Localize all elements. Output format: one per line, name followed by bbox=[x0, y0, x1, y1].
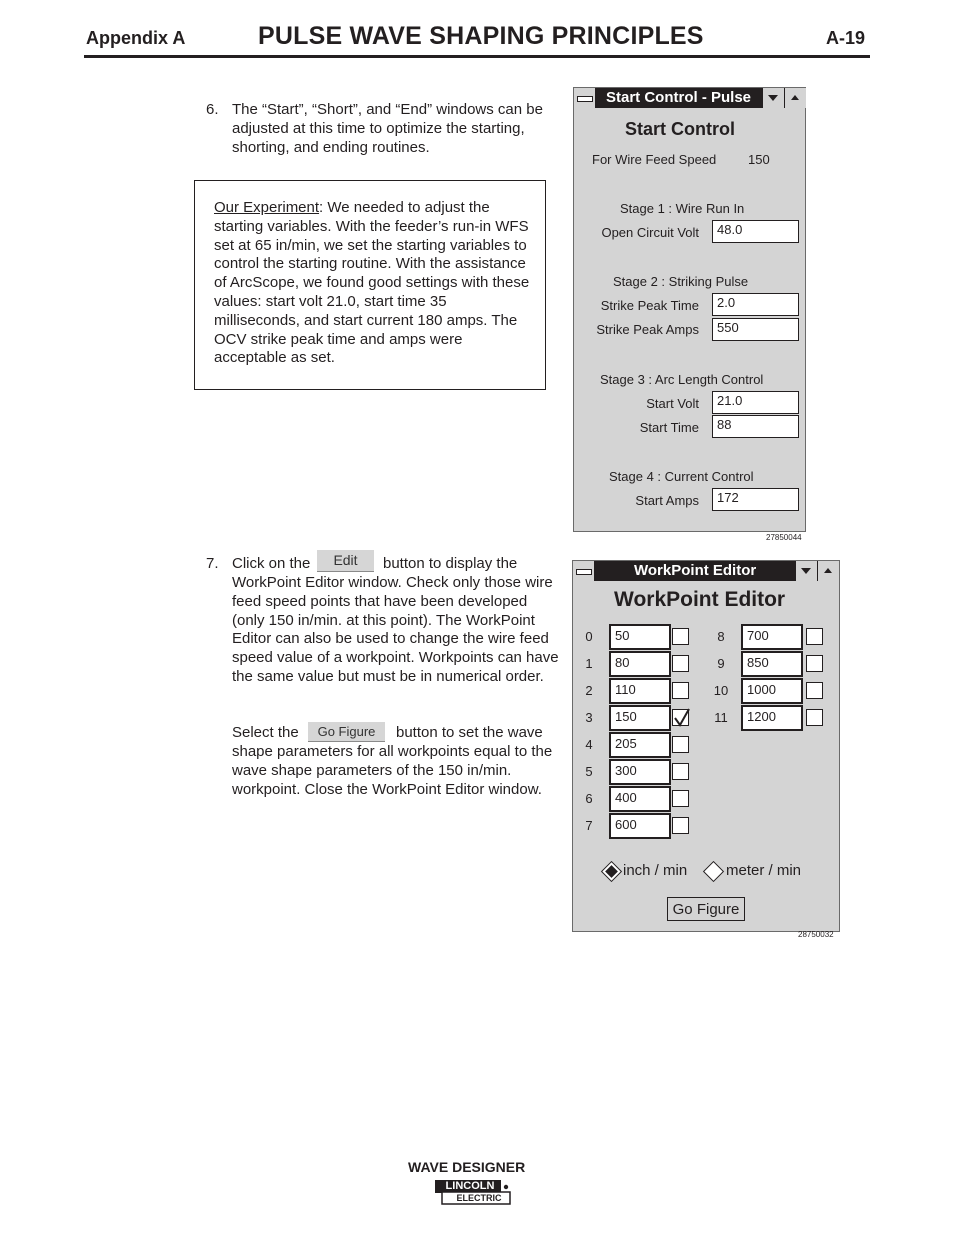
start-control-titlebar[interactable] bbox=[574, 88, 805, 108]
meter-per-min-radio[interactable] bbox=[703, 861, 724, 882]
workpoint-value-field[interactable]: 1200 bbox=[741, 705, 803, 731]
stage-2-heading: Stage 2 : Striking Pulse bbox=[613, 274, 749, 289]
window-menu-icon[interactable] bbox=[574, 88, 596, 108]
ocv-field[interactable]: 48.0 bbox=[712, 220, 799, 243]
logo-top-text: LINCOLN bbox=[445, 1180, 495, 1192]
workpoint-value-field[interactable]: 400 bbox=[609, 786, 671, 812]
step-6-number: 6. bbox=[206, 101, 219, 118]
workpoint-checkbox[interactable] bbox=[806, 655, 823, 672]
workpoint-value-field[interactable]: 300 bbox=[609, 759, 671, 785]
step-7-click-prefix: Click on the bbox=[232, 555, 311, 572]
workpoint-index: 11 bbox=[714, 710, 728, 725]
inch-per-min-radio[interactable] bbox=[601, 861, 622, 882]
stage-1-heading: Stage 1 : Wire Run In bbox=[620, 201, 745, 216]
workpoint-value-field[interactable]: 1000 bbox=[741, 678, 803, 704]
workpoint-checkbox[interactable] bbox=[672, 655, 689, 672]
edit-button[interactable]: Edit bbox=[317, 550, 374, 572]
footer-title: WAVE DESIGNER bbox=[408, 1159, 526, 1175]
go-figure-button[interactable]: Go Figure bbox=[667, 897, 745, 921]
workpoint-value-field[interactable]: 205 bbox=[609, 732, 671, 758]
step-7-select-prefix: Select the bbox=[232, 724, 299, 741]
checkmark-icon bbox=[672, 706, 692, 728]
stage-3-heading: Stage 3 : Arc Length Control bbox=[600, 372, 764, 387]
experiment-body: : We needed to adjust the starting variables. With the feeder’s run-in WFS set at 65 in/min, we set the starting variables to control the starting routine. With the assistance of ArcScope, we found good settings with these values: start volt 21.0, start time 35 milliseconds, and start current 180 amps. The OCV strike peak time and amps were acceptable as set. bbox=[214, 199, 530, 367]
experiment-text bbox=[214, 199, 534, 368]
workpoint-checkbox[interactable] bbox=[672, 682, 689, 699]
workpoint-checkbox[interactable] bbox=[672, 628, 689, 645]
wfs-value: 150 bbox=[748, 152, 770, 167]
workpoint-value-field[interactable]: 50 bbox=[609, 624, 671, 650]
workpoint-value-field[interactable]: 150 bbox=[609, 705, 671, 731]
experiment-label: Our Experiment bbox=[214, 199, 320, 216]
workpoint-index: 0 bbox=[585, 629, 593, 644]
start-volt-label: Start Volt bbox=[646, 396, 699, 411]
workpoint-checkbox[interactable] bbox=[672, 709, 689, 726]
workpoint-index: 1 bbox=[585, 656, 593, 671]
minimize-icon[interactable] bbox=[762, 88, 784, 108]
workpoint-index: 2 bbox=[585, 683, 593, 698]
workpoint-value-field[interactable]: 600 bbox=[609, 813, 671, 839]
inch-per-min-label: inch / min bbox=[623, 862, 688, 879]
go-figure-inline-button[interactable]: Go Figure bbox=[308, 722, 385, 742]
workpoint-value-field[interactable]: 850 bbox=[741, 651, 803, 677]
workpoint-checkbox[interactable] bbox=[672, 790, 689, 807]
appendix-label: Appendix A bbox=[86, 28, 186, 48]
start-volt-field[interactable]: 21.0 bbox=[712, 391, 799, 414]
start-control-figure-code: 27850044 bbox=[766, 533, 802, 542]
step-7-select-suffix: button to set the wave bbox=[396, 724, 543, 741]
meter-per-min-label: meter / min bbox=[726, 862, 802, 879]
workpoint-checkbox[interactable] bbox=[806, 709, 823, 726]
start-amps-field[interactable]: 172 bbox=[712, 488, 799, 511]
step-6-text: The “Start”, “Short”, and “End” windows can be adjusted at this time to optimize the starting, shorting, and ending routines. bbox=[232, 101, 543, 156]
step-7-text: WorkPoint Editor window. Check only those wire feed speed points that have been developed (only 150 in/min. at this point). The WorkPoint Editor can also be used to change the wire feed speed value of a workpoint. Workpoints can have the same value but must be in numerical order. bbox=[232, 574, 559, 685]
step-7-select-text: shape parameters for all workpoints equal to the wave shape parameters of the 150 in/min. workpoint. Close the WorkPoint Editor window. bbox=[232, 743, 553, 798]
start-time-field[interactable]: 88 bbox=[712, 415, 799, 438]
workpoint-editor-window bbox=[572, 560, 840, 932]
strike-peak-time-label: Strike Peak Time bbox=[600, 298, 699, 313]
workpoint-index: 3 bbox=[585, 710, 593, 725]
workpoint-index: 9 bbox=[717, 656, 725, 671]
logo-bottom-text: ELECTRIC bbox=[456, 1193, 502, 1203]
workpoint-figure-code: 28750032 bbox=[798, 930, 834, 939]
workpoint-checkbox[interactable] bbox=[672, 817, 689, 834]
workpoint-index: 5 bbox=[585, 764, 593, 779]
window-menu-icon[interactable] bbox=[573, 561, 595, 581]
workpoint-value-field[interactable]: 80 bbox=[609, 651, 671, 677]
step-7-number: 7. bbox=[206, 555, 219, 572]
strike-peak-amps-field[interactable]: 550 bbox=[712, 318, 799, 341]
workpoint-checkbox[interactable] bbox=[672, 736, 689, 753]
minimize-icon[interactable] bbox=[795, 561, 817, 581]
workpoint-editor-heading: WorkPoint Editor bbox=[614, 588, 786, 611]
strike-peak-amps-label: Strike Peak Amps bbox=[596, 322, 699, 337]
workpoint-index: 8 bbox=[717, 629, 725, 644]
page-number: A-19 bbox=[826, 28, 866, 48]
workpoint-index: 10 bbox=[713, 683, 729, 698]
stage-4-heading: Stage 4 : Current Control bbox=[609, 469, 754, 484]
workpoint-index: 4 bbox=[585, 737, 593, 752]
start-control-window-title: Start Control - Pulse bbox=[606, 89, 752, 106]
workpoint-checkbox[interactable] bbox=[672, 763, 689, 780]
workpoint-index: 7 bbox=[585, 818, 593, 833]
ocv-label: Open Circuit Volt bbox=[601, 225, 699, 240]
wfs-label: For Wire Feed Speed bbox=[592, 152, 717, 167]
workpoint-editor-titlebar[interactable] bbox=[573, 561, 839, 581]
page-title: PULSE WAVE SHAPING PRINCIPLES bbox=[258, 22, 704, 50]
workpoint-checkbox[interactable] bbox=[806, 628, 823, 645]
workpoint-value-field[interactable]: 110 bbox=[609, 678, 671, 704]
maximize-icon[interactable] bbox=[817, 561, 839, 581]
workpoint-checkbox[interactable] bbox=[806, 682, 823, 699]
start-control-window bbox=[573, 87, 806, 532]
workpoint-index: 6 bbox=[585, 791, 593, 806]
start-time-label: Start Time bbox=[639, 420, 699, 435]
workpoint-window-title: WorkPoint Editor bbox=[634, 562, 757, 579]
header-rule bbox=[84, 55, 870, 58]
start-control-heading: Start Control bbox=[625, 119, 735, 139]
step-7-click-suffix: button to display the bbox=[383, 555, 518, 572]
workpoint-value-field[interactable]: 700 bbox=[741, 624, 803, 650]
start-amps-label: Start Amps bbox=[635, 493, 699, 508]
maximize-icon[interactable] bbox=[784, 88, 806, 108]
strike-peak-time-field[interactable]: 2.0 bbox=[712, 293, 799, 316]
